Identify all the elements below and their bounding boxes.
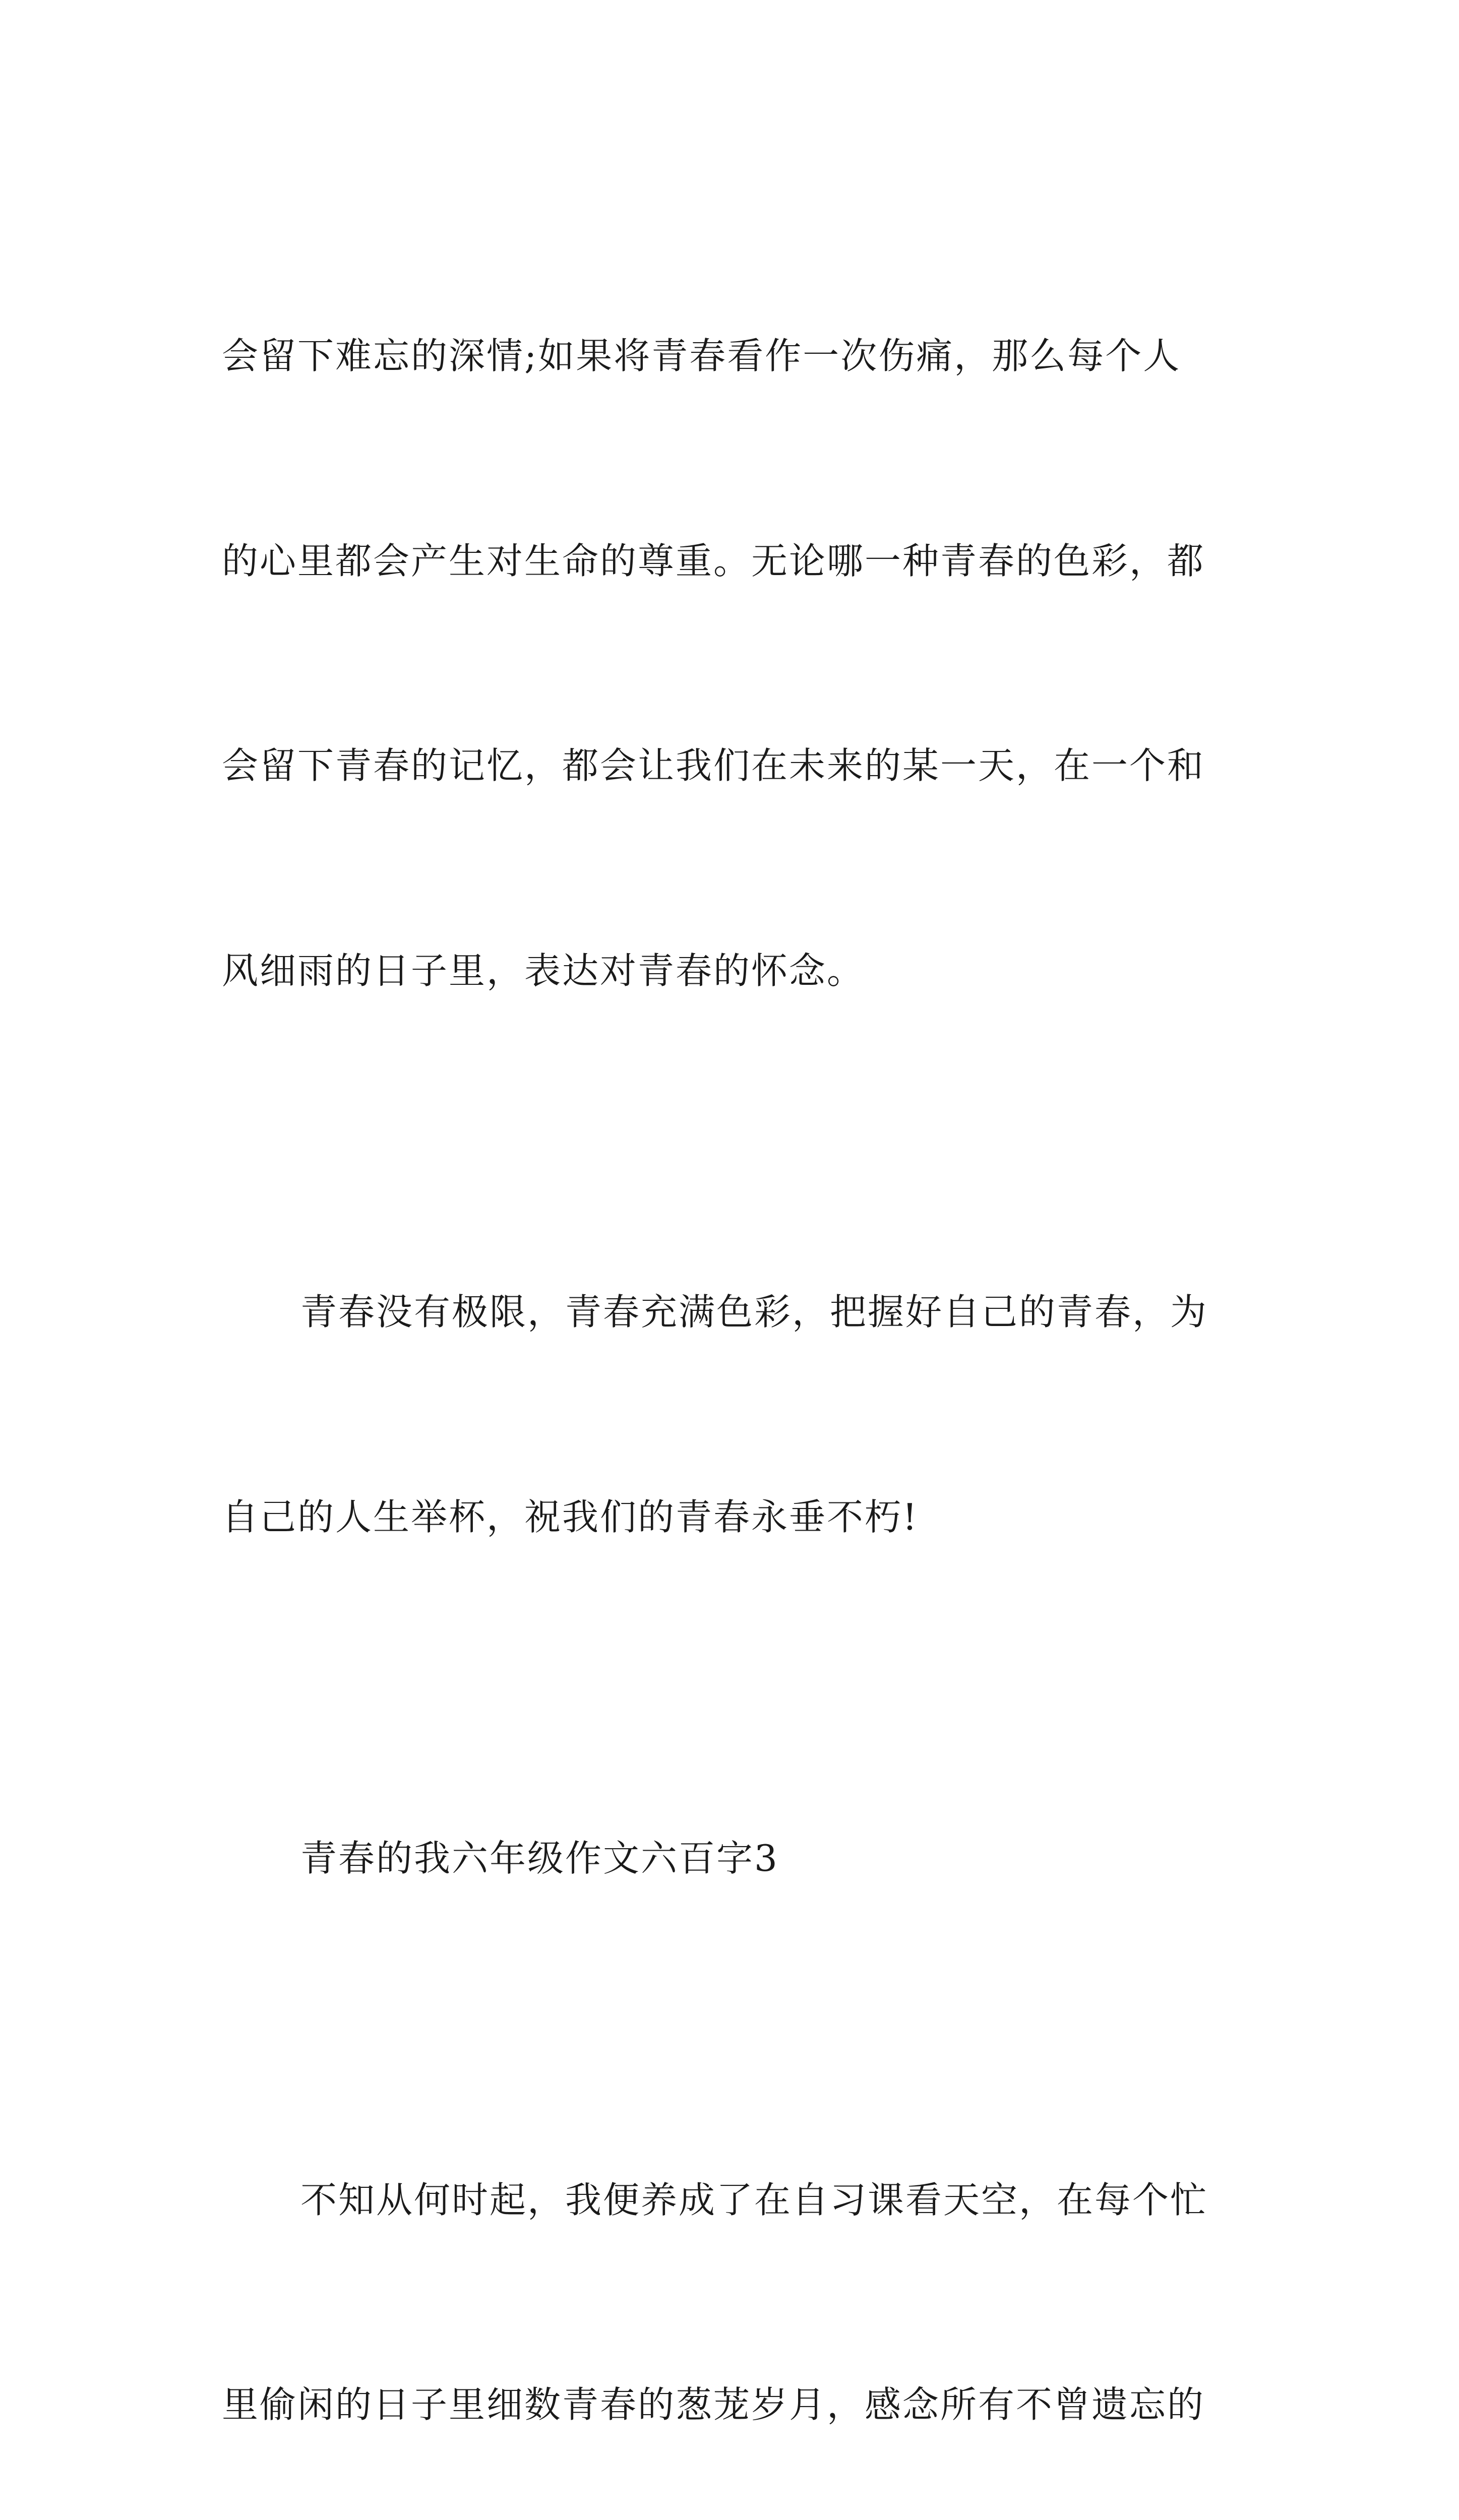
paragraph-2 [222, 1142, 1250, 1688]
text-line: 里偷闲的日子里细数青春的葱茏岁月，感念所有不曾遗忘的 [222, 2371, 1250, 2439]
paragraph-3 [222, 2030, 1250, 2520]
paragraph-1 [222, 185, 1250, 1142]
text-line: 自己的人生举杯，祝我们的青春永垂不朽! [222, 1483, 1250, 1552]
text-line: 不知从何时起，我便养成了在自习课看天空，在每个忙 [222, 2166, 1250, 2235]
text-line: 会留下青春的记忆，都会让我们在未来的某一天，在一个和 [222, 732, 1250, 800]
document-body [222, 185, 1250, 2520]
text-line: 青春没有极限，青春充满色彩，把握好自己的青春，为 [222, 1278, 1250, 1347]
text-line: 风细雨的日子里，表达对青春的怀念。 [222, 937, 1250, 1005]
heading-line: 青春的我六年级作文六百字3 [222, 1824, 1250, 1893]
text-line: 会留下难忘的深情;如果将青春看作一次伤痛，那么每个人 [222, 322, 1250, 391]
text-line: 的心里都会产生对生命的尊重。无论哪一种青春的色彩，都 [222, 527, 1250, 596]
section-heading [222, 1688, 1250, 2030]
